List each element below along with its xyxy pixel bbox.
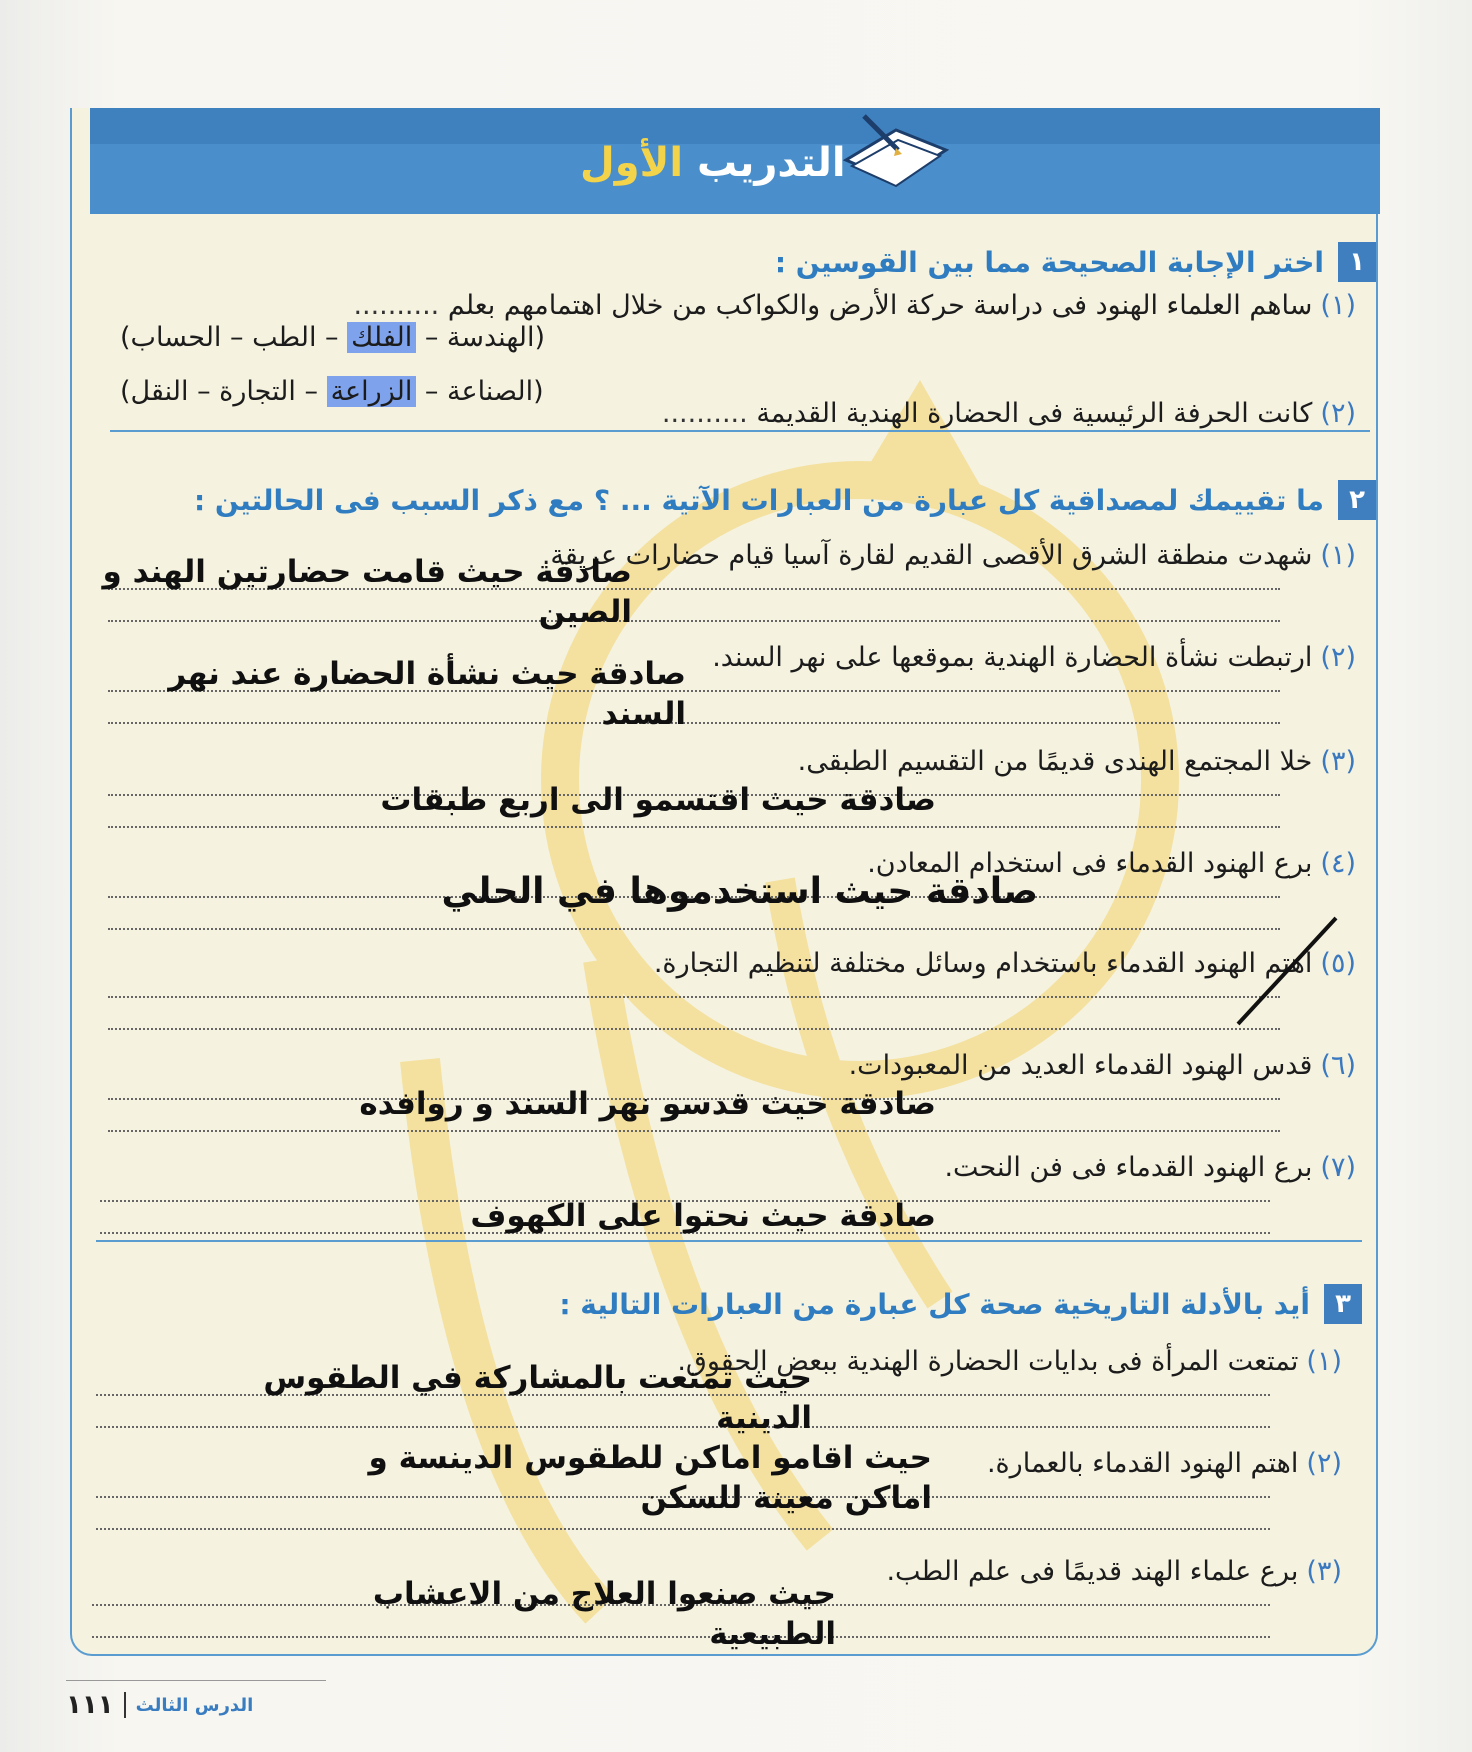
q2-item-3: (٣)خلا المجتمع الهندى قديمًا من التقسيم الطبقى. <box>797 746 1356 777</box>
q3-item-1: (١)تمتعت المرأة فى بدايات الحضارة الهندية ببعض الحقوق. <box>677 1346 1342 1377</box>
page-number: ١١١ <box>66 1690 114 1720</box>
q2-item-7: (٧)برع الهنود القدماء فى فن النحت. <box>944 1152 1356 1183</box>
q2-item-7-answer: صادقة حيث نحتوا على الكهوف <box>470 1198 936 1234</box>
q2-item-5: (٥)اهتم الهنود القدماء باستخدام وسائل مختلفة لتنظيم التجارة. <box>653 948 1356 979</box>
lesson-label: الدرس الثالث <box>135 1694 254 1716</box>
q2-item-4-answer: صادقة حيث استخدموها في الحلي <box>441 871 1038 912</box>
q1-item-1: (١)ساهم العلماء الهنود فى دراسة حركة الأرض والكواكب من خلال اهتمامهم بعلم .......... <box>353 290 1356 321</box>
q2-item-6: (٦)قدس الهنود القدماء العديد من المعبودات. <box>848 1050 1356 1081</box>
q3-item-3-answer: حيث صنعوا العلاج من الاعشاب الطبيعية <box>372 1576 836 1652</box>
q1-item-2-choices: (الصناعة – الزراعة – التجارة – النقل) <box>120 376 544 407</box>
section-divider <box>110 430 1370 432</box>
q3-heading: ٣ أيد بالأدلة التاريخية صحة كل عبارة من العبارات التالية : <box>559 1284 1362 1324</box>
q2-item-3-answer: صادقة حيث اقتسمو الى اربع طبقات <box>380 782 936 818</box>
q3-item-2: (٢)اهتم الهنود القدماء بالعمارة. <box>986 1448 1342 1479</box>
q2-item-4: (٤)برع الهنود القدماء فى استخدام المعادن. <box>867 848 1356 879</box>
q2-item-6-answer: صادقة حيث قدسو نهر السند و روافده <box>359 1086 936 1122</box>
selected-answer-highlight: الزراعة <box>327 376 417 407</box>
section-divider <box>96 1240 1362 1242</box>
q1-heading: ١ اختر الإجابة الصحيحة مما بين القوسين : <box>775 242 1376 282</box>
q2-item-2: (٢)ارتبطت نشأة الحضارة الهندية بموقعها على نهر السند. <box>712 642 1356 673</box>
page-footer <box>66 1690 253 1720</box>
q3-item-1-answer: حيث تمتعت بالمشاركة في الطقوس الدينية <box>263 1360 812 1436</box>
q1-item-2: (٢)كانت الحرفة الرئيسية فى الحضارة الهندية القديمة .......... <box>661 398 1356 429</box>
page-title: التدريب الأول <box>580 140 846 186</box>
selected-answer-highlight: الفلك <box>347 322 416 353</box>
q1-item-1-choices: (الهندسة – الفلك – الطب – الحساب) <box>120 322 546 353</box>
footer-rule <box>66 1680 326 1681</box>
q2-heading: ٢ ما تقييمك لمصداقية كل عبارة من العبارات الآتية ... ؟ مع ذكر السبب فى الحالتين : <box>194 480 1376 520</box>
q2-item-1-answer: صادقة حيث قامت حضارتين الهند و الصين <box>102 554 632 630</box>
q3-item-3: (٣)برع علماء الهند قديمًا فى علم الطب. <box>886 1556 1342 1587</box>
q2-item-1: (١)شهدت منطقة الشرق الأقصى القديم لقارة آسيا قيام حضارات عريقة. <box>541 540 1356 571</box>
q2-item-2-answer: صادقة حيث نشأة الحضارة عند نهر السند <box>168 656 686 732</box>
paper-pen-icon <box>836 110 956 190</box>
q3-item-2-answer: حيث اقامو اماكن للطقوس الدينسة و اماكن معينة للسكن <box>368 1440 932 1516</box>
pen-stroke-mark-icon <box>1228 912 1348 1032</box>
